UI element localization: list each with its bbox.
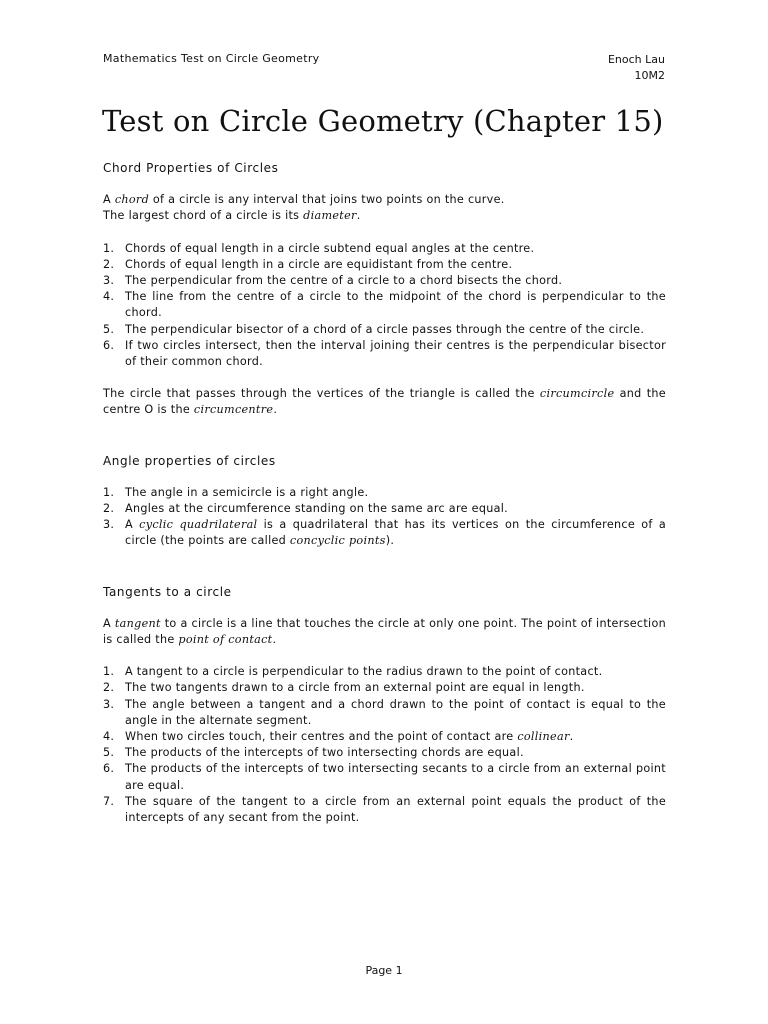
term-circumcentre: circumcentre xyxy=(193,403,274,417)
angle-properties-list xyxy=(103,485,666,550)
list-item: 5. The products of the intercepts of two intersecting chords are equal. xyxy=(103,746,524,760)
tangent-properties-list xyxy=(103,664,666,826)
list-item: 2. Angles at the circumference standing on the same arc are equal. xyxy=(103,502,509,516)
list-item: 5. The perpendicular bisector of a chord of a circle passes through the centre of the circle. xyxy=(103,322,645,336)
author-block xyxy=(608,52,665,84)
term-collinear: collinear xyxy=(517,730,570,744)
class-code: 10M2 xyxy=(634,69,665,82)
list-item: 3. The perpendicular from the centre of a circle to a chord bisects the chord. xyxy=(103,274,563,288)
section-heading-tangent: Tangents to a circle xyxy=(103,584,232,599)
list-item: 3. A cyclic quadrilateral is a quadrilateral that has its vertices on the circumference of a circle (the points are called concyclic points). xyxy=(103,518,666,548)
term-cyclic-quadrilateral: cyclic quadrilateral xyxy=(139,518,258,532)
term-tangent: tangent xyxy=(114,616,161,630)
term-point-of-contact: point of contact xyxy=(178,633,273,647)
list-item: 4. The line from the centre of a circle to the midpoint of the chord is perpendicular to the chord. xyxy=(103,290,666,320)
term-circumcircle: circumcircle xyxy=(539,387,615,401)
list-item: 6. The products of the intercepts of two intersecting secants to a circle from an external point are equal. xyxy=(103,762,666,792)
list-item: 2. The two tangents drawn to a circle from an external point are equal in length. xyxy=(103,681,585,695)
list-item: 1. The angle in a semicircle is a right angle. xyxy=(103,485,369,499)
circumcircle-paragraph: The circle that passes through the vertices of the triangle is called the circumcircle and the centre O is the circumcentre. xyxy=(103,387,666,417)
term-diameter: diameter xyxy=(303,209,357,223)
list-item: 4. When two circles touch, their centres and the point of contact are collinear. xyxy=(103,730,574,744)
running-header: Mathematics Test on Circle Geometry xyxy=(103,52,320,65)
page-title: Test on Circle Geometry (Chapter 15) xyxy=(102,104,664,138)
list-item: 2. Chords of equal length in a circle are equidistant from the centre. xyxy=(103,257,513,271)
term-chord: chord xyxy=(114,193,150,207)
document-body xyxy=(103,160,666,826)
term-concyclic-points: concyclic points xyxy=(289,534,386,548)
chord-definition: A chord of a circle is any interval that joins two points on the curve. xyxy=(103,193,505,207)
diameter-definition: The largest chord of a circle is its diameter. xyxy=(103,209,361,223)
page-number: Page 1 xyxy=(365,964,403,977)
list-item: 3. The angle between a tangent and a chord drawn to the point of contact is equal to the angle in the alternate segment. xyxy=(103,697,666,727)
list-item: 6. If two circles intersect, then the interval joining their centres is the perpendicular bisector of their common chord. xyxy=(103,338,666,369)
list-item: 7. The square of the tangent to a circle from an external point equals the product of the intercepts of any secant from the point. xyxy=(103,794,666,825)
chord-properties-list xyxy=(103,241,666,371)
list-item: 1. Chords of equal length in a circle subtend equal angles at the centre. xyxy=(103,241,535,255)
author-name: Enoch Lau xyxy=(607,53,665,66)
list-item: 1. A tangent to a circle is perpendicular to the radius drawn to the point of contact. xyxy=(103,665,603,679)
tangent-definition: A tangent to a circle is a line that touches the circle at only one point. The point of intersection is called the point of contact. xyxy=(103,616,667,647)
section-heading-angle: Angle properties of circles xyxy=(103,453,276,468)
section-heading-chord: Chord Properties of Circles xyxy=(103,161,279,175)
